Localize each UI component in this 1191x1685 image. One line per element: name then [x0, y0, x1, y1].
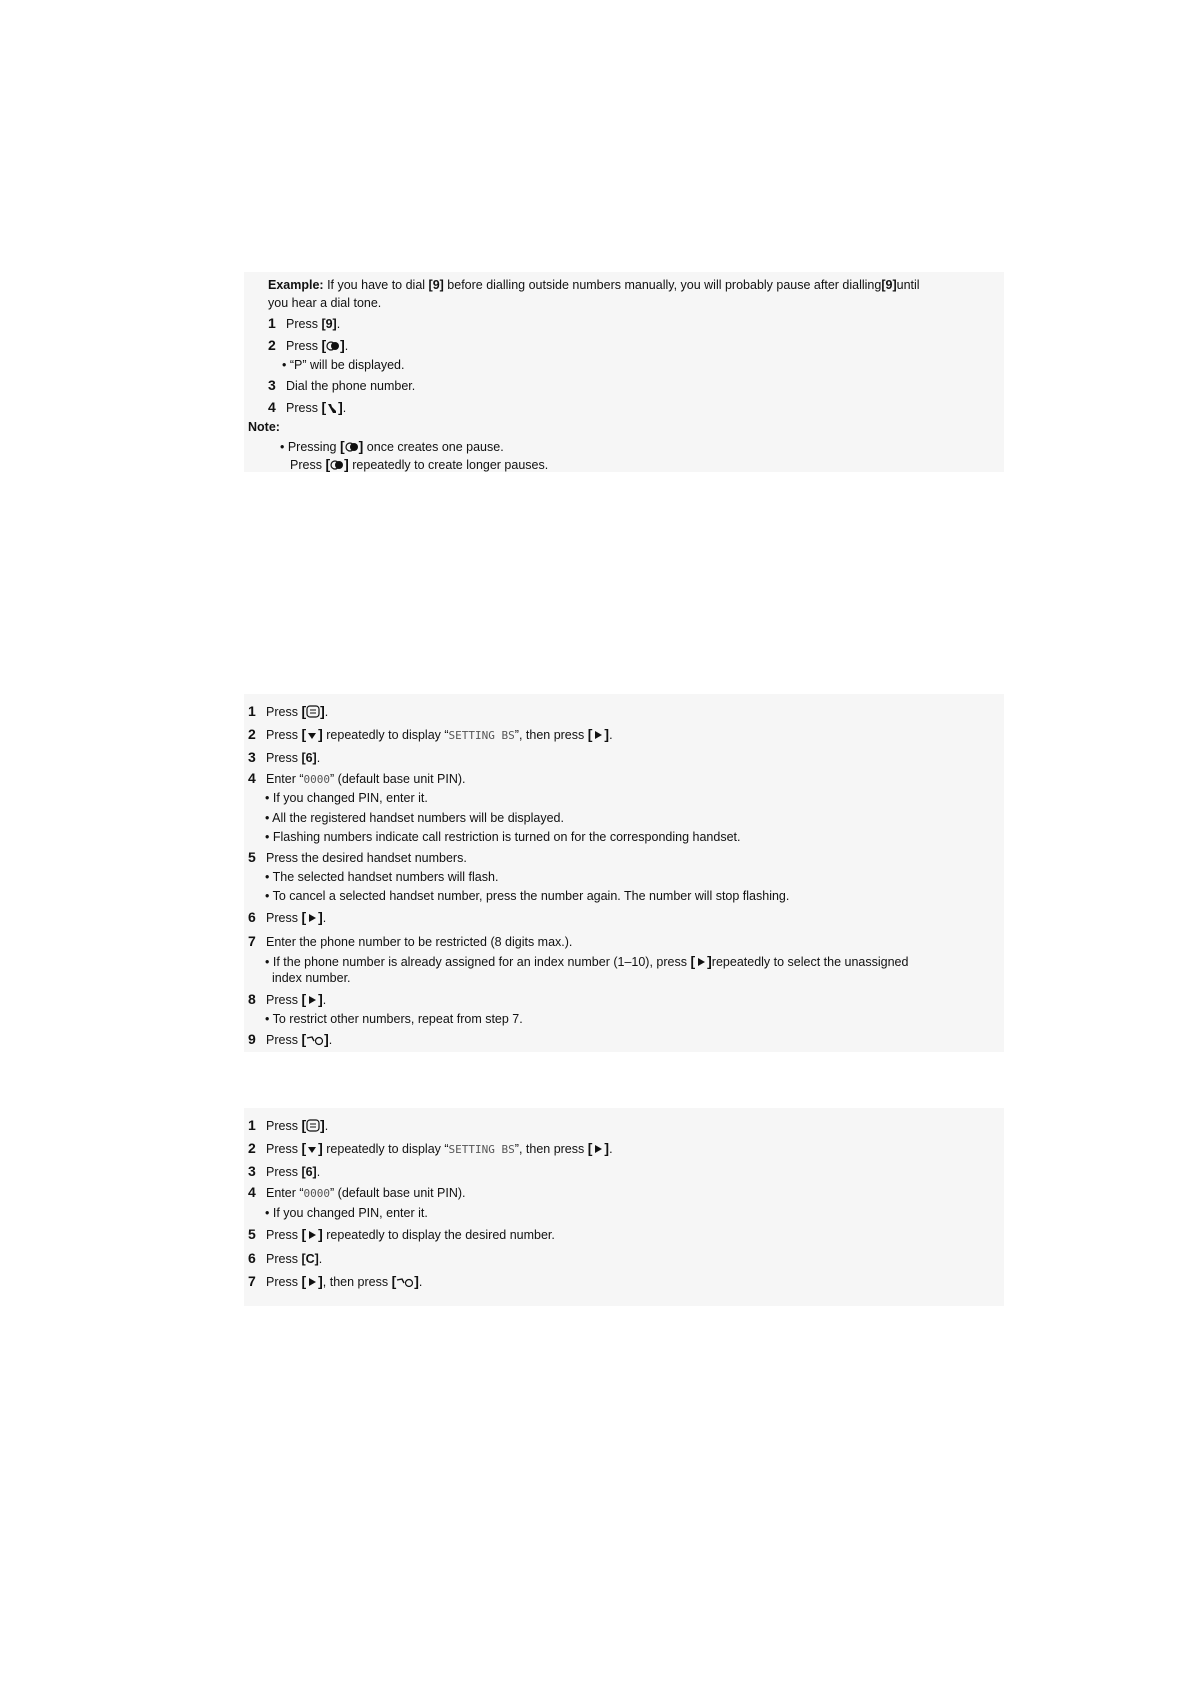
restrict-step-5: 5 Press the desired handset numbers. — [248, 849, 467, 865]
cancel-step-6: 6 Press [C]. — [248, 1250, 323, 1266]
restrict-step-8: 8 Press [ ]. — [248, 991, 327, 1007]
menu-icon — [306, 1119, 320, 1132]
right-arrow-icon — [592, 1143, 604, 1155]
example-step-4: 4 Press [ ]. — [268, 399, 347, 415]
off-icon — [396, 1276, 414, 1288]
cancel-step-5: 5 Press [ ] repeatedly to display the desired number. — [248, 1226, 555, 1242]
restrict-bullet-4a: • If you changed PIN, enter it. — [265, 791, 428, 805]
note-line-2: Press [ ] repeatedly to create longer pauses. — [290, 456, 549, 472]
down-arrow-icon — [306, 729, 318, 741]
example-label: Example: — [268, 278, 324, 292]
restrict-step-2: 2 Press [ ] repeatedly to display “SETTING BS”, then press [ ]. — [248, 726, 613, 742]
cancel-step-2: 2 Press [ ] repeatedly to display “SETTING BS”, then press [ ]. — [248, 1140, 613, 1156]
right-arrow-icon — [306, 1229, 318, 1241]
restrict-step-9: 9 Press [ ]. — [248, 1031, 333, 1047]
cancel-step-3: 3 Press [6]. — [248, 1163, 321, 1179]
pause-icon — [330, 459, 344, 471]
restrict-step-4: 4 Enter “0000” (default base unit PIN). — [248, 770, 466, 786]
right-arrow-icon — [592, 729, 604, 741]
restrict-bullet-4c: • Flashing numbers indicate call restriction is turned on for the corresponding handset. — [265, 830, 741, 844]
restrict-bullet-4b: • All the registered handset numbers will be displayed. — [265, 811, 564, 825]
right-arrow-icon — [306, 1276, 318, 1288]
restrict-step-6: 6 Press [ ]. — [248, 909, 327, 925]
down-arrow-icon — [306, 1143, 318, 1155]
right-arrow-icon — [695, 956, 707, 968]
example-sub-bullet: • “P” will be displayed. — [282, 358, 405, 372]
restrict-step-1: 1 Press [ ]. — [248, 703, 329, 719]
right-arrow-icon — [306, 912, 318, 924]
cancel-bullet-4a: • If you changed PIN, enter it. — [265, 1206, 428, 1220]
example-line-1: Example: If you have to dial [9] before dialling outside numbers manually, you will probably pause after dialling[9]until — [268, 278, 920, 292]
note-line-1: • Pressing [ ] once creates one pause. — [280, 438, 504, 454]
note-label: Note: — [248, 420, 280, 434]
example-step-2: 2 Press [ ]. — [268, 337, 349, 353]
restrict-bullet-5a: • The selected handset numbers will flash. — [265, 870, 499, 884]
right-arrow-icon — [306, 994, 318, 1006]
menu-icon — [306, 705, 320, 718]
off-icon — [306, 1034, 324, 1046]
example-step-3: 3 Dial the phone number. — [268, 377, 416, 393]
pause-icon — [345, 441, 359, 453]
example-line-2: you hear a dial tone. — [268, 296, 382, 310]
cancel-step-1: 1 Press [ ]. — [248, 1117, 329, 1133]
restrict-bullet-5b: • To cancel a selected handset number, press the number again. The number will stop flashing. — [265, 889, 790, 903]
restrict-bullet-7a: • If the phone number is already assigned for an index number (1–10), press [ ]repeatedly to select the unassigned — [265, 953, 909, 969]
pause-icon — [326, 340, 340, 352]
restrict-bullet-7b: index number. — [272, 971, 351, 985]
talk-icon — [326, 402, 338, 414]
example-step-1: 1 Press [9]. — [268, 315, 341, 331]
restrict-bullet-8: • To restrict other numbers, repeat from step 7. — [265, 1012, 523, 1026]
restrict-step-3: 3 Press [6]. — [248, 749, 321, 765]
cancel-step-7: 7 Press [ ], then press [ ]. — [248, 1273, 423, 1289]
restrict-step-7: 7 Enter the phone number to be restricted (8 digits max.). — [248, 933, 573, 949]
cancel-step-4: 4 Enter “0000” (default base unit PIN). — [248, 1184, 466, 1200]
